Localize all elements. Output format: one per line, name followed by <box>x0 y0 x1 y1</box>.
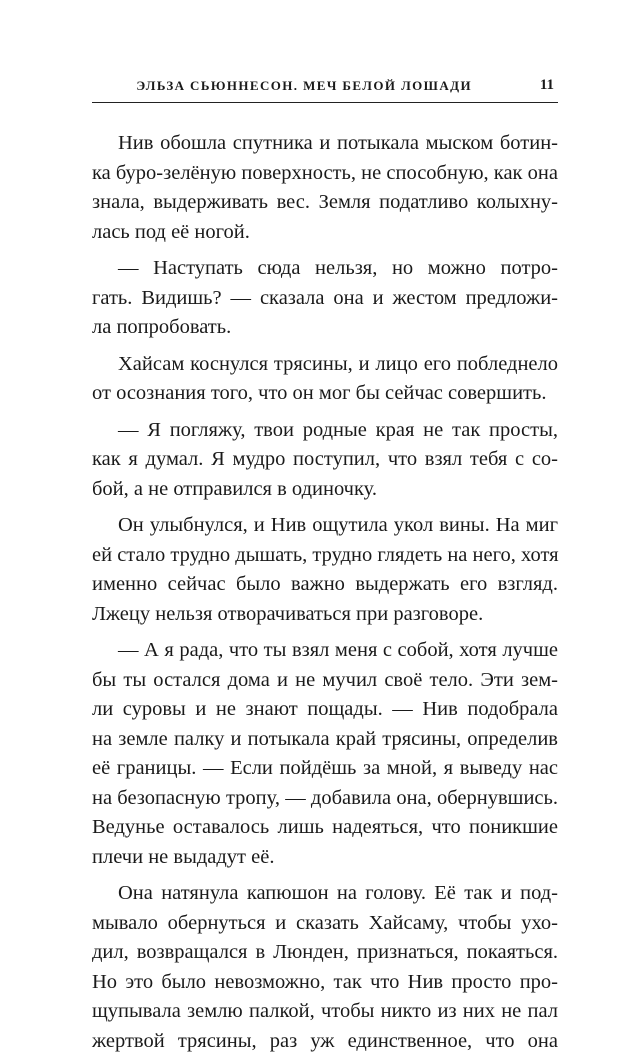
text-line: — Наступать сюда нельзя, но можно потро- <box>118 257 558 279</box>
text-line: Но это было невозможно, так что Нив просто про- <box>92 970 558 993</box>
text-line: от осознания того, что он мог бы сейчас совершить. <box>92 382 547 404</box>
page-number: 11 <box>539 77 554 93</box>
text-body <box>92 129 558 1063</box>
paragraph <box>92 254 558 343</box>
paragraph <box>92 636 558 872</box>
text-line: — Я погляжу, твои родные края не так просты, <box>118 418 558 441</box>
paragraph <box>92 879 558 1056</box>
paragraph <box>92 416 558 505</box>
text-line: дил, возвращался в Люнден, признаться, покаяться. <box>92 941 558 963</box>
text-line: бы ты остался дома и не мучил своё тело. Эти зем- <box>92 668 558 691</box>
text-line: — А я рада, что ты взял меня с собой, хотя лучше <box>118 639 558 661</box>
running-header <box>92 76 558 103</box>
text-line: лась под её ногой. <box>92 220 250 243</box>
text-line: бой, а не отправился в одиночку. <box>92 477 377 500</box>
text-line: ли суровы и не знают пощады. — Нив подобрала <box>92 698 558 720</box>
running-title: ЭЛЬЗА СЬЮННЕСОН. МЕЧ БЕЛОЙ ЛОШАДИ <box>136 78 472 93</box>
text-line: ей стало трудно дышать, трудно глядеть на него, хотя <box>92 543 559 566</box>
text-line: Хайсам коснулся трясины, и лицо его побледнело <box>118 352 558 375</box>
text-line: ка буро-зелёную поверхность, не способную, как она <box>92 161 558 184</box>
text-line: Лжецу нельзя отворачиваться при разговоре. <box>92 602 484 625</box>
text-line: гать. Видишь? — сказала она и жестом предложи- <box>92 286 558 309</box>
text-line: Она натянула капюшон на голову. Её так и под- <box>118 882 558 904</box>
text-line: Он улыбнулся, и Нив ощутила укол вины. На миг <box>118 514 558 536</box>
text-line: щупывала землю палкой, чтобы никто из них не пал <box>92 1000 558 1022</box>
paragraph <box>92 511 558 629</box>
text-line: Ведунье оставалось лишь надеяться, что поникшие <box>92 816 558 838</box>
text-line: на земле палку и потыкала край трясины, определив <box>92 727 558 750</box>
text-line: на безопасную тропу, — добавила она, обернувшись. <box>92 786 558 809</box>
text-line: как я думал. Я мудро поступил, что взял тебя с со- <box>92 448 558 470</box>
text-line: именно сейчас было важно выдержать его взгляд. <box>92 573 558 595</box>
text-line: плечи не выдадут её. <box>92 845 275 868</box>
text-line: её границы. — Если пойдёшь за мной, я выведу нас <box>92 757 558 779</box>
text-line: Нив обошла спутника и потыкала мыском ботин- <box>118 132 558 154</box>
text-line: ла попробовать. <box>92 316 232 338</box>
text-line: жертвой трясины, раз уж единственное, что она <box>92 1029 558 1052</box>
paragraph <box>92 129 558 247</box>
text-line: знала, выдерживать вес. Земля податливо колыхну- <box>92 191 558 213</box>
paragraph <box>92 350 558 409</box>
text-line: мывало обернуться и сказать Хайсаму, чтобы ухо- <box>92 911 558 934</box>
